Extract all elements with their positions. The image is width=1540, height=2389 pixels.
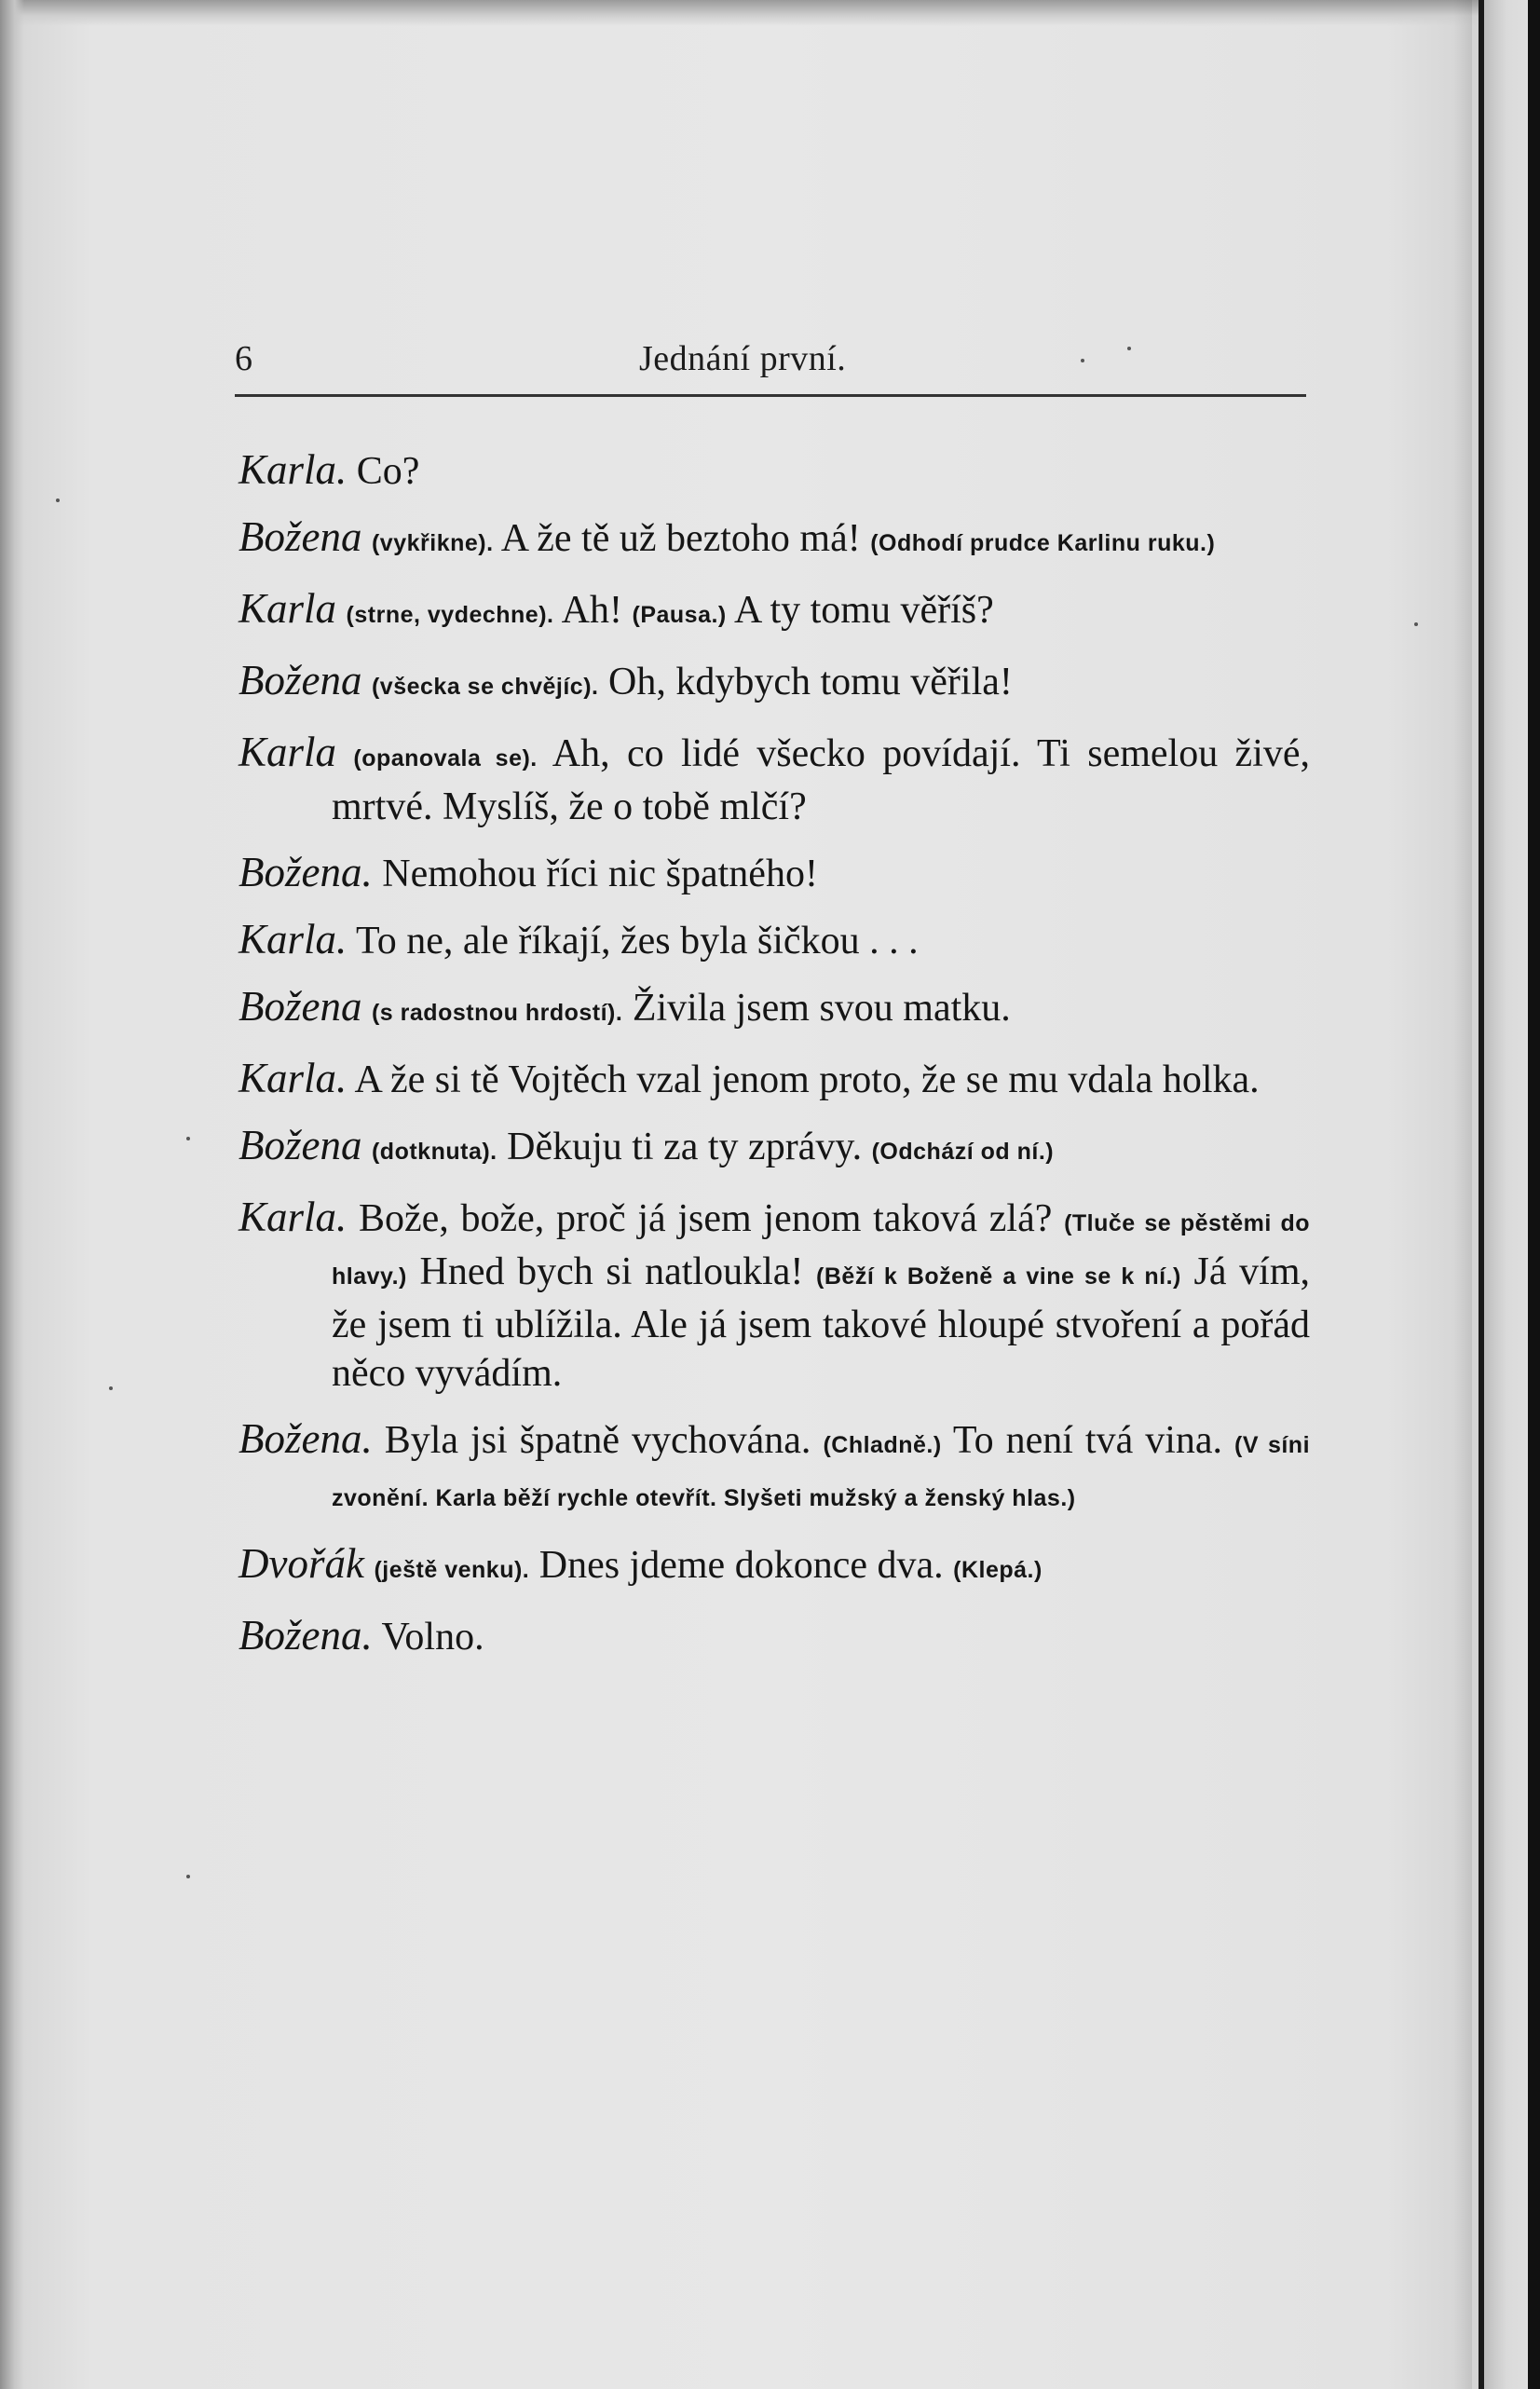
spoken-line: To ne, ale říkají, žes byla šičkou . . . — [356, 920, 919, 962]
spoken-line: Nemohou říci nic špatného! — [382, 853, 818, 895]
scan-speck — [186, 1875, 190, 1878]
speech-paragraph — [238, 584, 1310, 639]
speaker-name: Dvořák — [238, 1540, 364, 1587]
speaker-name: Božena — [238, 657, 362, 703]
spoken-line: Oh, kdybych tomu věřila! — [607, 661, 1013, 703]
speaker-name: Karla. — [238, 916, 348, 962]
page-edge-top — [0, 0, 1540, 26]
speech-paragraph — [238, 1539, 1310, 1594]
speech-paragraph — [238, 915, 1310, 965]
gutter-shadow — [1453, 0, 1472, 2389]
stage-direction: (vykřikne). — [371, 530, 494, 556]
speech-paragraph — [238, 1414, 1310, 1522]
speaker-name: Božena. — [238, 1415, 373, 1462]
page-header — [235, 331, 1304, 387]
stage-direction: (s radostnou hrdostí). — [371, 1000, 623, 1026]
stage-direction: (Chladně.) — [823, 1432, 942, 1458]
speaker-name: Božena. — [238, 849, 373, 895]
spoken-line: Byla jsi špatně vychována. — [384, 1419, 811, 1462]
speech-paragraph — [238, 1121, 1310, 1176]
speaker-name: Božena — [238, 983, 362, 1030]
spoken-line: To není tvá vina. — [952, 1419, 1223, 1462]
spoken-line: Volno. — [381, 1616, 484, 1659]
scan-speck — [56, 498, 60, 502]
spoken-line: Ah, co lidé všecko povídají. Ti semelou živé, mrtvé. Myslíš, že o tobě mlčí? — [332, 732, 1311, 828]
stage-direction: (strne, vydechne). — [346, 602, 554, 628]
stage-direction: (Běží k Boženě a vine se k ní.) — [816, 1263, 1181, 1290]
speaker-name: Karla — [238, 729, 337, 775]
header-rule — [235, 394, 1306, 397]
speech-paragraph — [238, 982, 1310, 1037]
spoken-line: A že si tě Vojtěch vzal jenom proto, že se mu vdala holka. — [354, 1058, 1260, 1101]
speech-paragraph — [238, 1054, 1310, 1104]
speaker-name: Karla — [238, 585, 337, 632]
stage-direction: (Odhodí prudce Karlinu ruku.) — [870, 530, 1216, 556]
stage-direction: (Pausa.) — [632, 602, 727, 628]
speech-paragraph — [238, 656, 1310, 711]
scan-speck — [186, 1137, 190, 1140]
stage-direction: (všecka se chvějíc). — [371, 674, 599, 700]
spoken-line: Hned bych si natloukla! — [419, 1250, 804, 1293]
spoken-line: Co? — [356, 450, 420, 493]
speaker-name: Karla. — [238, 1055, 348, 1101]
stage-direction: (Klepá.) — [953, 1557, 1043, 1583]
speech-paragraph — [238, 728, 1310, 831]
spoken-line: Děkuju ti za ty zprávy. — [507, 1126, 863, 1168]
stage-direction: (V síni zvonění. Karla běží rychle otevřít. Slyšeti mužský a ženský hlas.) — [332, 1432, 1311, 1511]
page-edge-left — [0, 0, 24, 2389]
spoken-line: A ty tomu věříš? — [733, 589, 994, 632]
stage-direction: (Tluče se pěstěmi do hlavy.) — [332, 1210, 1311, 1290]
scan-speck — [109, 1386, 113, 1390]
speaker-name: Karla. — [238, 446, 348, 493]
speaker-name: Karla. — [238, 1194, 348, 1240]
speech-paragraph — [238, 512, 1310, 567]
running-head: Jednání první. — [639, 339, 847, 378]
spoken-line: Já vím, že jsem ti ublížila. Ale já jsem takové hloupé stvoření a pořád něco vyvádím. — [332, 1250, 1311, 1395]
stage-direction: (opanovala se). — [353, 745, 538, 771]
speech-paragraph — [238, 1611, 1310, 1661]
stage-direction: (Odchází od ní.) — [871, 1139, 1055, 1165]
scan-speck — [1414, 622, 1418, 626]
adjacent-page-edge — [1528, 0, 1540, 2389]
speech-paragraph — [238, 1193, 1310, 1398]
dialogue-text — [238, 445, 1310, 1678]
page-number: 6 — [235, 339, 252, 378]
spoken-line: Ah! — [561, 589, 622, 632]
speaker-name: Božena — [238, 513, 362, 560]
speech-paragraph — [238, 848, 1310, 898]
spoken-line: Bože, bože, proč já jsem jenom taková zlá? — [359, 1197, 1053, 1240]
spoken-line: A že tě už beztoho má! — [500, 517, 861, 560]
stage-direction: (ještě venku). — [374, 1557, 530, 1583]
speech-paragraph — [238, 445, 1310, 496]
spoken-line: Živila jsem svou matku. — [632, 987, 1011, 1030]
speaker-name: Božena — [238, 1122, 362, 1168]
stage-direction: (dotknuta). — [371, 1139, 497, 1165]
spoken-line: Dnes jdeme dokonce dva. — [538, 1544, 944, 1587]
speaker-name: Božena. — [238, 1612, 373, 1659]
